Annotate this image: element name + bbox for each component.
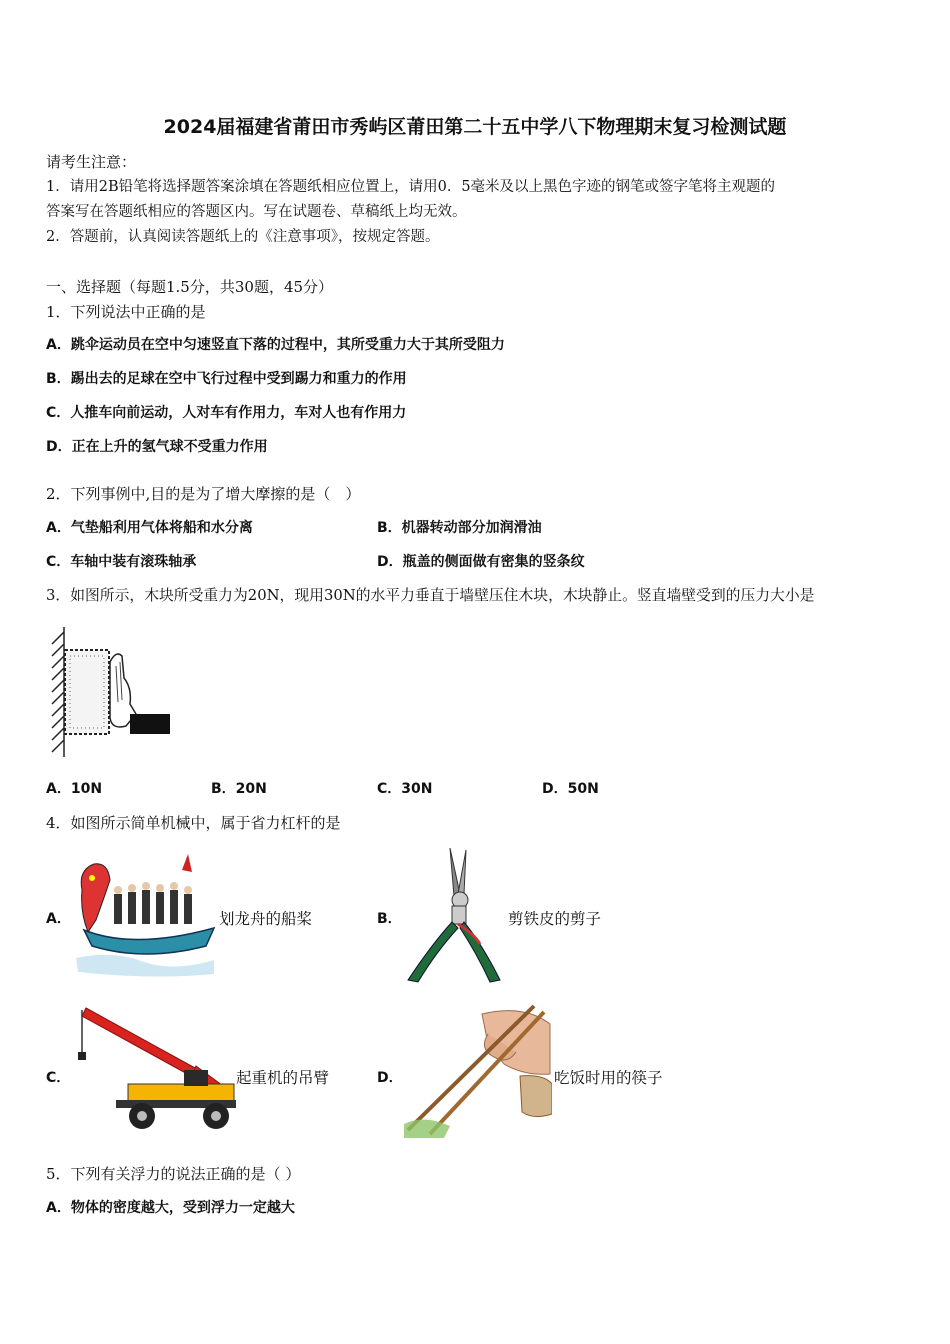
q2-option-c: C．车轴中装有滚珠轴承 <box>46 554 197 570</box>
q3-stem: 3．如图所示，木块所受重力为20N，现用30N的水平力垂直于墙壁压住木块，木块静止。竖直墙壁受到的压力大小是 <box>46 587 815 604</box>
q4-option-a-letter: A． <box>46 911 71 927</box>
q5-stem: 5．下列有关浮力的说法正确的是（ ） <box>46 1165 301 1183</box>
q4-option-d-letter: D． <box>377 1070 403 1086</box>
q2-option-a: A．气垫船利用气体将船和水分离 <box>46 520 253 536</box>
exam-title: 2024届福建省莆田市秀屿区莆田第二十五中学八下物理期末复习检测试题 <box>163 116 787 138</box>
notice-line-1b: 答案写在答题纸相应的答题区内。写在试题卷、草稿纸上均无效。 <box>46 204 467 220</box>
crane-figure <box>76 1004 238 1132</box>
section-heading: 一、选择题（每题1.5分，共30题，45分） <box>46 278 334 296</box>
q1-stem: 1．下列说法中正确的是 <box>46 303 206 321</box>
q2-option-b: B．机器转动部分加润滑油 <box>377 520 542 536</box>
sleeve <box>130 714 170 734</box>
notice-header: 请考生注意： <box>46 153 137 171</box>
notice-line-1a: 1．请用2B铅笔将选择题答案涂填在答题纸相应位置上，请用0．5毫米及以上黑色字迹的钢笔或签字笔将主观题的 <box>46 179 776 195</box>
dragon-boat-figure <box>74 850 216 980</box>
q2-option-d: D．瓶盖的侧面做有密集的竖条纹 <box>377 554 585 570</box>
q1-option-c: C．人推车向前运动，人对车有作用力，车对人也有作用力 <box>46 405 407 421</box>
q1-option-a: A．跳伞运动员在空中匀速竖直下落的过程中，其所受重力大于其所受阻力 <box>46 337 505 353</box>
q4-option-c-letter: C． <box>46 1070 71 1086</box>
q4-option-d-text: 吃饭时用的筷子 <box>554 1069 663 1087</box>
q4-option-b-text: 剪铁皮的剪子 <box>508 910 602 928</box>
q4-stem: 4．如图所示简单机械中，属于省力杠杆的是 <box>46 814 341 832</box>
q3-option-c: C．30N <box>377 781 433 797</box>
q1-option-b: B．踢出去的足球在空中飞行过程中受到踢力和重力的作用 <box>46 371 407 387</box>
notice-line-2: 2．答题前，认真阅读答题纸上的《注意事项》，按规定答题。 <box>46 229 440 245</box>
q3-option-a: A．10N <box>46 781 103 797</box>
chopsticks-figure <box>404 1004 552 1138</box>
wall-hatch <box>52 627 64 757</box>
tin-snips-figure <box>402 844 502 986</box>
wall-block-hand-figure <box>46 622 176 762</box>
q4-option-c-text: 起重机的吊臂 <box>236 1069 330 1087</box>
q3-option-b: B．20N <box>211 781 267 797</box>
q4-option-b-letter: B． <box>377 911 402 927</box>
q2-stem: 2．下列事例中,目的是为了增大摩擦的是（ ） <box>46 485 361 503</box>
q4-option-a-text: 划龙舟的船桨 <box>219 910 313 928</box>
wooden-block <box>65 650 109 734</box>
q3-option-d: D．50N <box>542 781 599 797</box>
q1-option-d: D．正在上升的氢气球不受重力作用 <box>46 439 268 455</box>
q5-option-a: A．物体的密度越大，受到浮力一定越大 <box>46 1200 295 1216</box>
